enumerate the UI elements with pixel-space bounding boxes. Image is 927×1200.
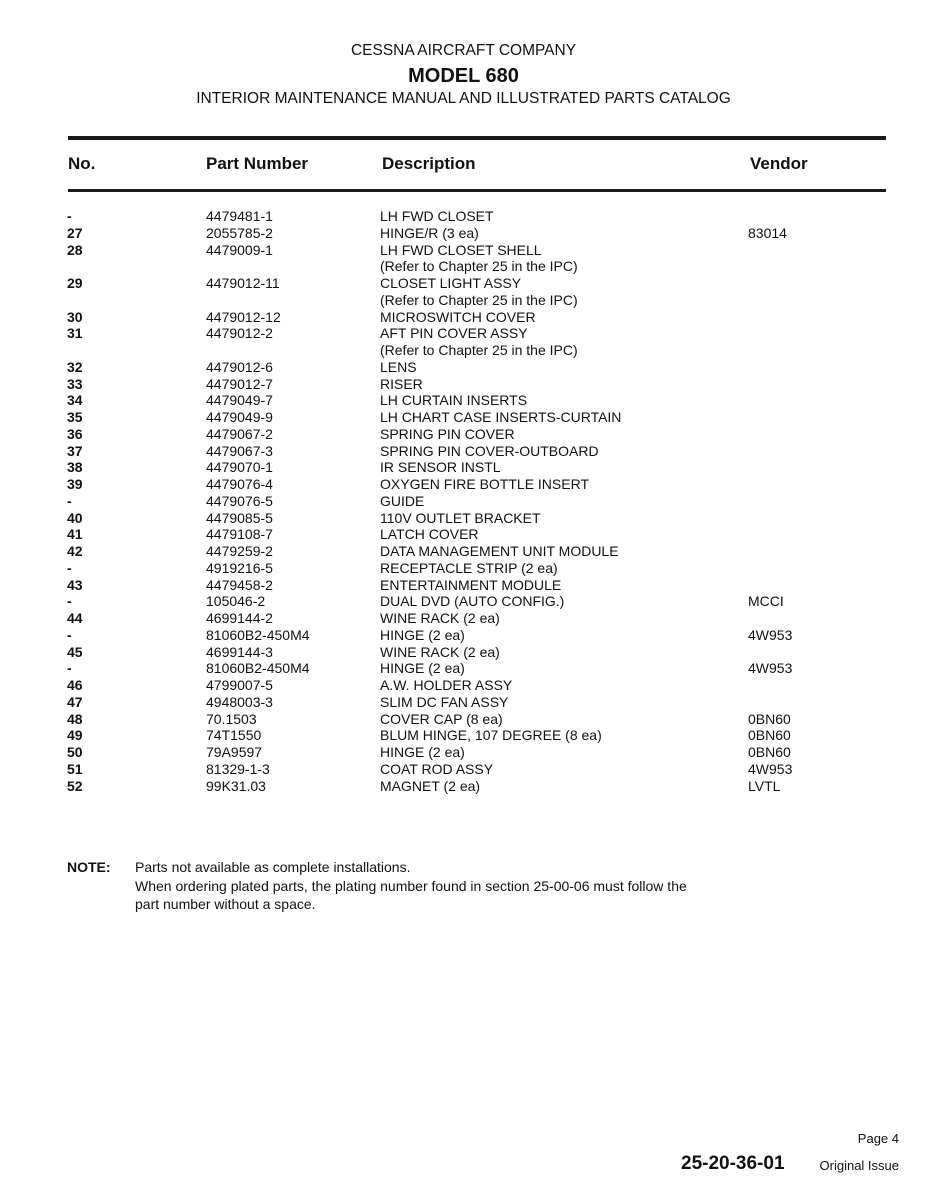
table-header-rule bbox=[68, 189, 886, 192]
table-row bbox=[0, 543, 927, 560]
row-number: 40 bbox=[67, 509, 83, 526]
table-row bbox=[0, 593, 927, 610]
part-number: 4479012-7 bbox=[206, 375, 273, 392]
table-row bbox=[0, 727, 927, 744]
vendor-code: 0BN60 bbox=[748, 744, 791, 760]
parts-table-body bbox=[0, 208, 927, 794]
note-label: NOTE: bbox=[67, 859, 111, 875]
vendor-code: 0BN60 bbox=[748, 727, 791, 744]
row-number: 49 bbox=[67, 727, 83, 744]
table-row bbox=[0, 359, 927, 376]
row-number: - bbox=[67, 208, 72, 224]
table-row bbox=[0, 459, 927, 476]
row-number: 30 bbox=[67, 308, 83, 325]
part-number: 79A9597 bbox=[206, 744, 263, 760]
vendor-code: 4W953 bbox=[748, 760, 793, 777]
note-line: Parts not available as complete installations. bbox=[135, 859, 411, 875]
part-description: 110V OUTLET BRACKET bbox=[380, 509, 541, 526]
part-number: 70.1503 bbox=[206, 710, 257, 727]
part-number: 4948003-3 bbox=[206, 693, 273, 710]
part-number: 81060B2-450M4 bbox=[206, 626, 310, 643]
vendor-code: 4W953 bbox=[748, 626, 793, 643]
part-number: 4699144-2 bbox=[206, 610, 273, 626]
part-number: 4479458-2 bbox=[206, 576, 273, 593]
part-number: 4479108-7 bbox=[206, 526, 273, 543]
table-row bbox=[0, 560, 927, 577]
part-description: DUAL DVD (AUTO CONFIG.) bbox=[380, 593, 565, 610]
table-row bbox=[0, 744, 927, 761]
part-number: 4479067-2 bbox=[206, 425, 273, 442]
part-description: CLOSET LIGHT ASSY bbox=[380, 275, 522, 291]
table-row bbox=[0, 275, 927, 292]
row-number: 52 bbox=[67, 777, 83, 794]
table-top-rule bbox=[68, 136, 886, 140]
table-row bbox=[0, 208, 927, 225]
part-description: LH CURTAIN INSERTS bbox=[380, 392, 528, 409]
column-header-no: No. bbox=[68, 154, 96, 173]
row-number: 31 bbox=[67, 325, 83, 342]
table-row bbox=[0, 258, 927, 275]
row-number: - bbox=[67, 492, 72, 509]
part-number: 4479012-11 bbox=[206, 275, 280, 291]
row-number: - bbox=[67, 559, 72, 576]
table-row bbox=[0, 694, 927, 711]
part-description: DATA MANAGEMENT UNIT MODULE bbox=[380, 543, 619, 559]
row-number: 28 bbox=[67, 241, 83, 258]
row-number: - bbox=[67, 660, 72, 677]
part-number: 4479259-2 bbox=[206, 543, 273, 559]
part-description: LH CHART CASE INSERTS-CURTAIN bbox=[380, 409, 622, 425]
issue-status: Original Issue bbox=[819, 1158, 899, 1173]
part-number: 4479012-2 bbox=[206, 325, 273, 342]
table-row bbox=[0, 644, 927, 661]
part-number: 4479012-6 bbox=[206, 358, 273, 375]
part-number: 4479049-7 bbox=[206, 392, 273, 409]
part-description: LATCH COVER bbox=[380, 526, 479, 543]
part-description: MICROSWITCH COVER bbox=[380, 308, 536, 325]
table-row bbox=[0, 426, 927, 443]
vendor-code: LVTL bbox=[748, 777, 781, 794]
table-row bbox=[0, 677, 927, 694]
table-row bbox=[0, 778, 927, 795]
row-number: 46 bbox=[67, 677, 83, 693]
document-header bbox=[0, 42, 927, 108]
part-description: SPRING PIN COVER bbox=[380, 425, 515, 442]
row-number: 36 bbox=[67, 425, 83, 442]
part-number: 4479009-1 bbox=[206, 241, 273, 258]
part-description: COVER CAP (8 ea) bbox=[380, 710, 503, 727]
part-description: AFT PIN COVER ASSY bbox=[380, 325, 528, 342]
table-row bbox=[0, 627, 927, 644]
note-line: part number without a space. bbox=[135, 896, 316, 912]
part-description: HINGE (2 ea) bbox=[380, 660, 465, 677]
part-number: 4479070-1 bbox=[206, 459, 273, 476]
part-description: LH FWD CLOSET bbox=[380, 208, 494, 224]
row-number: - bbox=[67, 593, 72, 610]
part-number: 74T1550 bbox=[206, 727, 262, 744]
part-description: SPRING PIN COVER-OUTBOARD bbox=[380, 442, 599, 459]
row-number: 29 bbox=[67, 275, 83, 291]
part-number: 4479049-9 bbox=[206, 409, 273, 425]
table-row bbox=[0, 309, 927, 326]
page-number: Page 4 bbox=[857, 1131, 899, 1146]
part-description: BLUM HINGE, 107 DEGREE (8 ea) bbox=[380, 727, 602, 744]
row-number: 27 bbox=[67, 224, 83, 241]
part-description: HINGE (2 ea) bbox=[380, 744, 465, 760]
part-description: A.W. HOLDER ASSY bbox=[380, 677, 513, 693]
note-body bbox=[135, 858, 687, 914]
part-number: 4479076-4 bbox=[206, 476, 273, 492]
row-number: 48 bbox=[67, 710, 83, 727]
table-row bbox=[0, 325, 927, 342]
part-description: (Refer to Chapter 25 in the IPC) bbox=[380, 342, 578, 358]
row-number: - bbox=[67, 626, 72, 643]
part-number: 81060B2-450M4 bbox=[206, 660, 310, 677]
table-row bbox=[0, 292, 927, 309]
table-row bbox=[0, 610, 927, 627]
table-row bbox=[0, 761, 927, 778]
part-number: 4479012-12 bbox=[206, 308, 281, 325]
table-row bbox=[0, 660, 927, 677]
table-row bbox=[0, 476, 927, 493]
row-number: 43 bbox=[67, 576, 83, 593]
part-number: 99K31.03 bbox=[206, 777, 266, 794]
part-description: COAT ROD ASSY bbox=[380, 760, 494, 777]
part-number: 2055785-2 bbox=[206, 224, 273, 241]
part-description: (Refer to Chapter 25 in the IPC) bbox=[380, 258, 578, 275]
part-description: LH FWD CLOSET SHELL bbox=[380, 241, 542, 258]
part-description: IR SENSOR INSTL bbox=[380, 459, 501, 476]
column-header-vendor: Vendor bbox=[750, 154, 808, 173]
vendor-code: 0BN60 bbox=[748, 710, 791, 727]
row-number: 45 bbox=[67, 643, 83, 660]
part-number: 4479085-5 bbox=[206, 509, 273, 526]
row-number: 34 bbox=[67, 392, 83, 409]
note-line: When ordering plated parts, the plating number found in section 25-00-06 must follow the bbox=[135, 877, 687, 894]
table-row bbox=[0, 376, 927, 393]
part-description: OXYGEN FIRE BOTTLE INSERT bbox=[380, 476, 590, 492]
part-description: RISER bbox=[380, 375, 423, 392]
row-number: 47 bbox=[67, 693, 83, 710]
column-header-description: Description bbox=[382, 154, 476, 173]
row-number: 37 bbox=[67, 442, 83, 459]
table-row bbox=[0, 242, 927, 259]
row-number: 38 bbox=[67, 459, 83, 476]
part-description: RECEPTACLE STRIP (2 ea) bbox=[380, 559, 558, 576]
row-number: 41 bbox=[67, 526, 83, 543]
row-number: 35 bbox=[67, 409, 83, 425]
part-description: HINGE/R (3 ea) bbox=[380, 224, 479, 241]
vendor-code: MCCI bbox=[748, 593, 784, 610]
row-number: 32 bbox=[67, 358, 83, 375]
part-description: (Refer to Chapter 25 in the IPC) bbox=[380, 291, 578, 308]
table-row bbox=[0, 443, 927, 460]
company-name: CESSNA AIRCRAFT COMPANY bbox=[350, 42, 577, 59]
table-row bbox=[0, 577, 927, 594]
row-number: 51 bbox=[67, 760, 83, 777]
row-number: 42 bbox=[67, 543, 83, 559]
table-row bbox=[0, 711, 927, 728]
part-number: 4479067-3 bbox=[206, 442, 273, 459]
part-description: LENS bbox=[380, 358, 417, 375]
part-number: 81329-1-3 bbox=[206, 760, 270, 777]
row-number: 50 bbox=[67, 744, 83, 760]
vendor-code: 4W953 bbox=[748, 660, 793, 677]
part-number: 105046-2 bbox=[206, 593, 266, 610]
row-number: 33 bbox=[67, 375, 83, 392]
part-description: HINGE (2 ea) bbox=[380, 626, 465, 643]
manual-title: INTERIOR MAINTENANCE MANUAL AND ILLUSTRATED PARTS CATALOG bbox=[196, 90, 731, 107]
vendor-code: 83014 bbox=[748, 224, 787, 241]
table-row bbox=[0, 342, 927, 359]
model-title: MODEL 680 bbox=[408, 65, 519, 87]
table-row bbox=[0, 510, 927, 527]
part-description: MAGNET (2 ea) bbox=[380, 777, 481, 794]
document-number: 25-20-36-01 bbox=[681, 1153, 785, 1174]
column-header-part-number: Part Number bbox=[206, 154, 309, 173]
part-description: SLIM DC FAN ASSY bbox=[380, 693, 509, 710]
row-number: 39 bbox=[67, 476, 83, 492]
part-number: 4699144-3 bbox=[206, 643, 273, 660]
part-number: 4799007-5 bbox=[206, 677, 273, 693]
table-row bbox=[0, 392, 927, 409]
table-row bbox=[0, 493, 927, 510]
part-number: 4479076-5 bbox=[206, 492, 273, 509]
part-description: WINE RACK (2 ea) bbox=[380, 643, 500, 660]
part-description: WINE RACK (2 ea) bbox=[380, 610, 500, 626]
part-number: 4479481-1 bbox=[206, 208, 273, 224]
part-number: 4919216-5 bbox=[206, 559, 273, 576]
table-row bbox=[0, 409, 927, 426]
part-description: ENTERTAINMENT MODULE bbox=[380, 576, 562, 593]
table-row bbox=[0, 526, 927, 543]
part-description: GUIDE bbox=[380, 492, 425, 509]
table-row bbox=[0, 225, 927, 242]
row-number: 44 bbox=[67, 610, 83, 626]
